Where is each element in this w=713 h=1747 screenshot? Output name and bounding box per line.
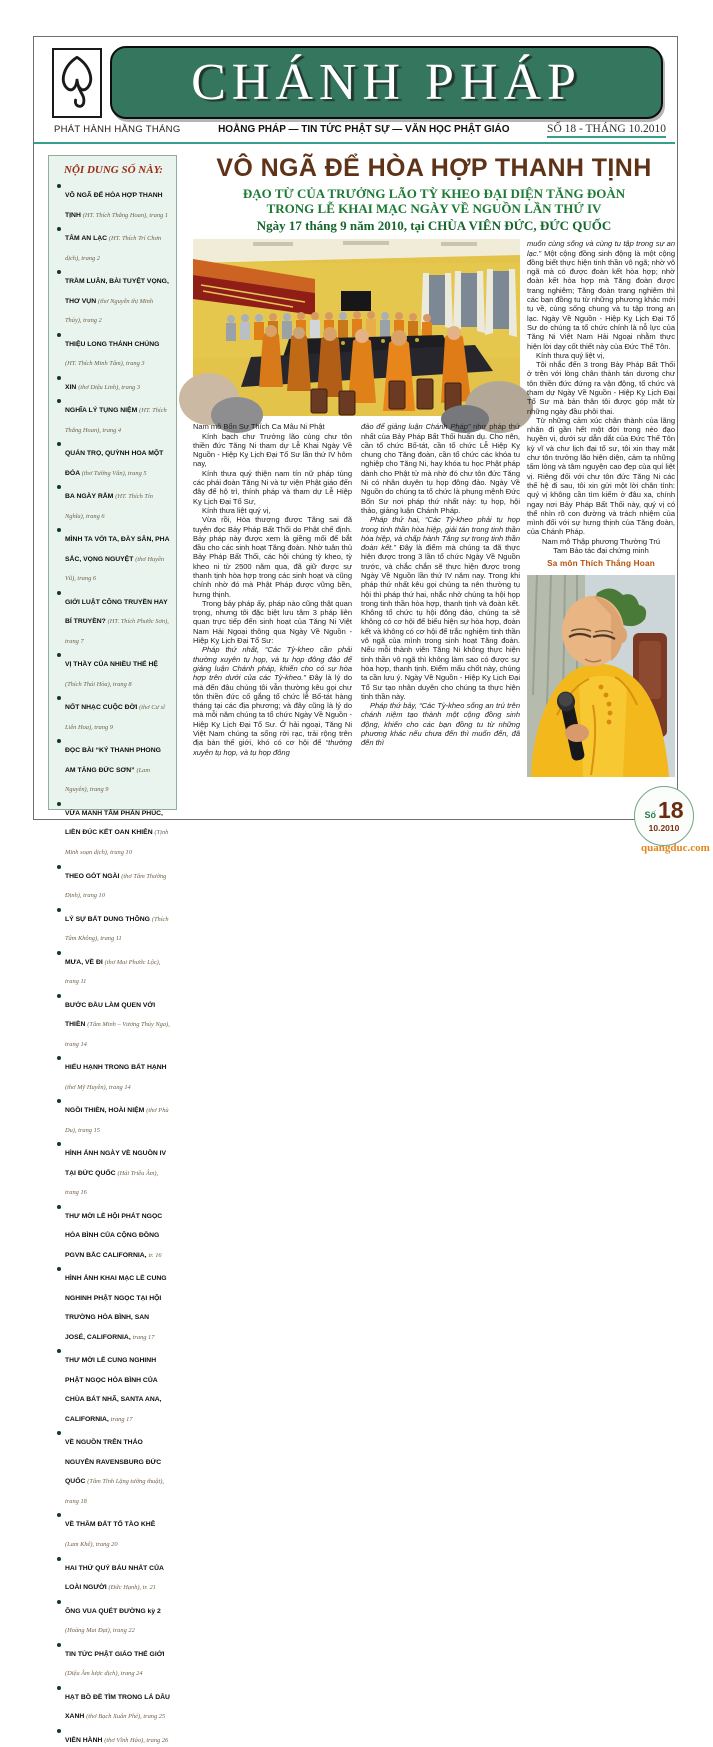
bullet-icon	[57, 1729, 61, 1733]
toc-item-title: VỀ NGUỒN TRÊN THẢO NGUYÊN RAVENSBURG ĐỨC QUỐC	[65, 1439, 162, 1486]
toc-item	[57, 226, 170, 265]
article-columns	[193, 422, 520, 757]
toc-item	[57, 950, 170, 989]
bullet-icon	[57, 1142, 61, 1146]
toc-item-detail: (thơ Huyền Vũ), trang 6	[65, 555, 165, 583]
toc-item	[57, 652, 170, 691]
article-paragraph: Kính thưa quý liệt vị,	[536, 350, 605, 360]
toc-item	[57, 1556, 170, 1595]
toc-item-detail: trang 17	[132, 1333, 155, 1341]
toc-item-detail: (thơ Nguyễn thị Minh Thủy), trang 2	[65, 297, 154, 325]
toc-item-title: THEO GÓT NGÀI	[65, 872, 122, 880]
article-paragraph: muốn cùng sống và cùng tu tập trong sự an lạc.” Một cộng đồng sinh động là một cộng đồng biết thực hiện tinh thần vô ngã; nhờ vô ngã mà có được đoàn kết hòa hợp; nhờ đoàn kết hòa hợp mà Tăng đoàn được trang nghiêm; Tăng đoàn trang nghiêm thì các bạn đồng tu từ những phương khác mới tụ về, cùng sống chung và tu tập trong an lạc. Ngày Về Nguồn - Hiệp Kỵ Lịch Đại Tổ Sư do chúng ta tổ chức chính là nỗ lực của Tăng Ni Việt Nam Hải Ngoại nhằm thực hiện lời dạy cốt thiết này của Đức Thế Tôn.	[527, 239, 675, 351]
bullet-icon	[57, 951, 61, 955]
toc-item-title: VÔ NGÃ ĐỂ HÒA HỢP THANH TỊNH	[65, 192, 163, 219]
bullet-icon	[57, 376, 61, 380]
bullet-icon	[57, 1557, 61, 1561]
toc-item	[57, 1512, 170, 1551]
bullet-icon	[57, 802, 61, 806]
article-paragraph: Từ những cảm xúc chân thành của lãng nhân đi gần hết một đời trong nẻo đạo huyền vi, dưới sự dẫn dắt của Đức Thế Tôn kỳ vĩ và chư lịch đại tổ sư, tôi xin thay mặt chư tôn trưởng lão hiện diện, cảm tạ những tấm lòng và tâm nguyện cao đẹp của quí liệt vị. Riêng đối với chư tôn đức Tăng Ni các thế hệ đi sau, tôi xin gửi một lời chân tình: quý vị không cần tìm kiếm ở đâu xa, chính ngay nơi Bảy Pháp Bất Thối này, quý vị có thể nhìn rõ con đường và trách nhiệm của mình đối với sự hưng thịnh của Tăng đoàn, của Chánh Pháp.	[527, 415, 675, 537]
toc-item-detail: (thơ Phù Du), trang 15	[65, 1107, 169, 1134]
toc-item	[57, 1430, 170, 1508]
masthead-title-plate	[110, 46, 663, 119]
issue-label: SỐ 18 - THÁNG 10.2010	[547, 123, 666, 138]
issue-badge-number: 18	[657, 797, 684, 823]
toc-item-detail: tr. 16	[148, 1251, 162, 1259]
toc-item-detail: (thơ Mai Phước Lộc), trang 11	[65, 958, 161, 986]
toc-item-title: VỊ THẦY CỦA NHIỀU THẾ HỆ	[65, 661, 158, 669]
bullet-icon	[57, 994, 61, 998]
bullet-icon	[57, 1205, 61, 1209]
bullet-icon	[57, 333, 61, 337]
bullet-icon	[57, 184, 61, 188]
toc-item-detail: (HT. Thích Tín Nghĩa), trang 6	[65, 493, 153, 520]
toc-item-title: THƯ MỜI LỄ CUNG NGHINH PHẬT NGỌC HÒA BÌNH CỦA CHÙA BÁT NHÃ, SANTA ANA, CALIFORNIA,	[65, 1357, 162, 1423]
toc-item-detail: (Tịnh Minh soạn dịch), trang 10	[65, 829, 169, 856]
toc-item-detail: (Hải Triều Âm), trang 16	[65, 1169, 159, 1197]
bullet-icon	[57, 1513, 61, 1517]
speaker-photo	[527, 575, 675, 777]
bullet-icon	[57, 739, 61, 743]
toc-title: NỘI DUNG SỐ NÀY:	[64, 164, 163, 176]
article-paragraph: Trong bảy pháp ấy, pháp nào cũng thật quan trọng, nhưng tôi đặc biệt lưu tâm 3 pháp liên quan trực tiếp đến sinh hoạt của Tăng Ni Việt Nam Hải Ngoại thông qua Ngày Về Nguồn - Hiệp Kỵ Lịch Đại Tổ Sư:	[193, 598, 352, 646]
bullet-icon	[57, 1431, 61, 1435]
toc-item-title: ÔNG VUA QUÉT ĐƯỜNG kỳ 2	[65, 1607, 161, 1615]
toc-item-detail: (HT. Thích Thắng Hoan), trang 1	[82, 211, 169, 219]
article-content	[193, 239, 675, 776]
toc-item-detail: (Đức Hạnh), tr. 21	[108, 1584, 156, 1592]
toc-item-detail: (HT. Thích Thắng Hoan), trang 4	[65, 407, 167, 434]
toc-item	[57, 1266, 170, 1344]
article-column-2	[361, 422, 520, 757]
toc-item-detail: (thơ Vĩnh Hảo), trang 26	[104, 1736, 169, 1744]
issue-badge-number-line	[644, 799, 683, 822]
bullet-icon	[57, 399, 61, 403]
bullet-icon	[57, 528, 61, 532]
toc-item	[57, 332, 170, 371]
article-title: VÔ NGÃ ĐỂ HÒA HỢP THANH TỊNH	[216, 154, 652, 182]
assembly-photo	[193, 239, 520, 416]
toc-item-detail: (Diệu Âm lược dịch), trang 24	[65, 1670, 143, 1678]
website-label: quangduc.com	[641, 842, 710, 854]
toc-item-title: HIẾU HẠNH TRONG BẤT HẠNH	[65, 1064, 167, 1072]
bullet-icon	[57, 270, 61, 274]
toc-item-title: VIỄN HÀNH	[65, 1736, 105, 1744]
article-subtitle-line2: TRONG LỄ KHAI MẠC NGÀY VỀ NGUỒN LẦN THỨ IV	[266, 201, 602, 217]
toc-item-detail: (Thích Thái Hòa), trang 8	[65, 680, 132, 688]
toc-item-detail: (thơ Mỹ Huyền), trang 14	[65, 1083, 131, 1091]
toc-item	[57, 183, 170, 222]
toc-item-title: NGỒI THIỀN, HOÀI NIỆM	[65, 1107, 147, 1115]
toc-item-detail: (thơ Tường Vân), trang 5	[81, 469, 147, 477]
toc-item-title: BƯỚC ĐẦU LÀM QUEN VỚI THIỀN	[65, 1001, 156, 1029]
article-paragraph: Kính thưa liệt quý vị,	[202, 505, 271, 515]
toc-item-title: XIN	[65, 383, 79, 391]
masthead-title: CHÁNH PHÁP	[191, 53, 582, 111]
article-paragraph: Vừa rồi, Hòa thượng được Tăng sai đã tuyên đọc Bảy Pháp Bất Thối do Phật chế định. Bảy pháp này được xem là giềng mối để bắt đầu cho các sinh hoạt Tăng đoàn. Nhờ tuân thủ Bảy Pháp Bất Thối, các hội chúng tỳ kheo, tỳ kheo ni từ 2500 năm qua, đã giữ được sự thanh tịnh hòa hợp trong các sinh hoạt và cũng chính nhờ đó mà Phật Pháp được vững bền, hưng thịnh.	[193, 515, 352, 599]
tagline: HOẰNG PHÁP — TIN TỨC PHẬT SỰ — VĂN HỌC PHẬT GIÁO	[218, 124, 510, 135]
bullet-icon	[57, 1686, 61, 1690]
bullet-icon	[57, 1099, 61, 1103]
bullet-icon	[57, 908, 61, 912]
toc-item-title: ĐỌC BÀI “KÝ THANH PHONG AM TĂNG ĐỨC SƠN”	[65, 747, 161, 774]
toc-item-title: HẠT BỒ ĐỀ TÌM TRONG LÁ DÂU XANH	[65, 1693, 170, 1721]
toc-item-title: THIỆU LONG THÁNH CHÚNG	[65, 340, 160, 348]
toc-item-detail: (Lam Khê), trang 20	[65, 1541, 118, 1548]
toc-item	[57, 527, 170, 586]
toc-item	[57, 1685, 170, 1724]
article-paragraph: Tam Bảo tác đại chứng minh	[553, 546, 649, 556]
article-paragraph: Sa môn Thích Thắng Hoan	[547, 559, 655, 569]
toc-item-detail: (thơ Bạch Xuân Phẻ), trang 25	[86, 1713, 166, 1721]
toc-item	[57, 1204, 170, 1263]
bullet-icon	[57, 591, 61, 595]
toc-item-title: THƯ MỜI LỄ HỘI PHÁT NGỌC HÒA BÌNH CỦA CỘNG ĐỒNG PGVN BẮC CALIFORNIA,	[65, 1212, 163, 1259]
toc-item	[57, 1642, 170, 1681]
article-paragraph: Nam mô Bổn Sư Thích Ca Mâu Ni Phật	[193, 422, 325, 432]
article-paragraph: Nam mô Thập phương Thường Trú	[542, 536, 660, 546]
toc-item	[57, 1728, 170, 1747]
article-paragraph: Kính bạch chư Trưởng lão cùng chư tôn thiền đức Tăng Ni tham dự Lễ Khai Ngày Về Nguồn - Hiệp Kỵ Lịch Đại Tổ Sư lần thứ IV hôm nay,	[193, 431, 352, 469]
bullet-icon	[57, 1056, 61, 1060]
toc-item-title: VỪA MANH TÂM PHẢN PHÚC, LIỀN ĐÚC KẾT OAN KHIÊN	[65, 809, 163, 837]
toc-item	[57, 801, 170, 860]
article-paragraph: Kính thưa quý thiện nam tín nữ pháp tùng các phái đoàn Tăng Ni và tự viện Phật giáo đến đây để hộ trì, thính pháp và tham dự Lễ Hiệp Kỵ Lịch Đại Tổ Sư,	[193, 468, 352, 506]
toc-item-detail: (HT. Thích Phước Sơn), trang 7	[65, 618, 169, 645]
article-subtitle-line1: ĐẠO TỪ CỦA TRƯỞNG LÃO TỲ KHEO ĐẠI DIỆN TĂNG ĐOÀN	[242, 185, 626, 201]
article-column-3-text	[527, 239, 675, 569]
toc-item-detail: (HT. Thích Trí Chơn dịch), trang 2	[65, 235, 162, 262]
toc-item-title: TRẦM LUÂN, BÀI TUYỆT VỌNG, THƠ VỤN	[65, 278, 169, 305]
toc-item	[57, 269, 170, 328]
toc-item-title: GIỚI LUẬT CÔNG TRUYỀN HAY BÍ TRUYỀN?	[65, 598, 168, 626]
toc-item	[57, 864, 170, 903]
bullet-icon	[57, 442, 61, 446]
toc-item-title: TIN TỨC PHẬT GIÁO THẾ GIỚI	[65, 1650, 165, 1658]
article	[193, 146, 675, 777]
bullet-icon	[57, 1643, 61, 1647]
toc-item	[57, 441, 170, 480]
toc-item	[57, 590, 170, 649]
toc-item	[57, 1348, 170, 1426]
toc-list	[57, 183, 170, 1747]
article-column-3	[527, 239, 675, 776]
toc-item	[57, 1055, 170, 1094]
toc-item-detail: (HT. Thích Minh Tâm), trang 3	[65, 360, 145, 368]
toc-item-title: BA NGÀY RẰM	[65, 493, 116, 501]
toc-item-title: NGHĨA LÝ TỤNG NIỆM	[65, 407, 140, 415]
toc-item	[57, 1141, 170, 1200]
bullet-icon	[57, 485, 61, 489]
toc-item-title: HÌNH ẢNH KHAI MẠC LỄ CUNG NGHINH PHẬT NGỌC TẠI HỘI TRƯỜNG HÒA BÌNH, SAN JOSÉ, CALIFORNIA,	[65, 1275, 167, 1341]
toc-item	[57, 695, 170, 734]
article-paragraph: Tôi nhắc đến 3 trong Bảy Pháp Bất Thối ở trên với lòng chân thành tán dương chư tôn thiền đức đứng ra vận động, tổ chức và tham dự Ngày Về Nguồn - Hiệp Kỵ Lịch Đại Tổ Sư mà bản thân tôi được góp mặt từ những ngày đầu phôi thai.	[527, 360, 675, 416]
toc-item-title: TÂM AN LẠC	[65, 235, 109, 243]
toc-item-detail: trang 17	[110, 1415, 133, 1423]
bullet-icon	[57, 1600, 61, 1604]
toc-item-detail: (Tâm Tĩnh Lặng tường thuật), trang 18	[65, 1478, 164, 1505]
issue-badge	[634, 786, 694, 846]
bullet-icon	[57, 865, 61, 869]
article-paragraph: Pháp thứ hai, “Các Tỳ-kheo phải tụ họp trong tinh thần hòa hiệp, giải tán trong tinh thần hòa hiệp, và chấp hành Tăng sự trong tinh thần đoàn kết.” Đây là điểm mà chúng ta đã thực hiện được trong 3 lần tổ chức Ngày Về Nguồn trước, và chắc chắn sẽ thực hiện được trong Ngày Về Nguồn lần thứ IV năm nay. Trong khi pháp thứ nhất kêu gọi chúng ta nên thường tụ hội thì pháp thứ hai, nhắc nhở chúng ta hội họp trong tinh thần hòa hợp, thanh tịnh và đoàn kết. Không tổ chức tụ hội đông đảo, chúng ta sẽ không có cơ hội để biểu hiện sự hòa hợp, đoàn kết và không có cơ hội để trắc nghiệm tinh thần vô ngã của mình trong sinh hoạt Tăng đoàn. Nếu mỗi thành viên Tăng Ni không thực hiện tinh thần vô ngã thì không làm sao có được sự hòa hợp, thanh tịnh. Điểm mấu chốt này, chúng ta cần lưu ý. Ngày Về Nguồn - Hiệp Kỵ Lịch Đại Tổ Sư tạo nhân duyên cho chúng ta thực hiện tinh thần này.	[361, 515, 521, 701]
toc-item	[57, 1098, 170, 1137]
bullet-icon	[57, 227, 61, 231]
toc-item-title: QUÁN TRỌ, QUỲNH HOA MỘT ĐÓA	[65, 450, 164, 477]
article-column-1	[193, 422, 352, 757]
toc-item-title: NỐT NHẠC CUỘC ĐỜI	[65, 704, 140, 712]
bullet-icon	[57, 696, 61, 700]
header-rule	[34, 142, 675, 144]
frequency-label: PHÁT HÀNH HẰNG THÁNG	[54, 124, 181, 135]
toc-item-title: LÝ SỰ BẤT DUNG THÔNG	[65, 915, 152, 923]
issue-badge-label: Số	[644, 810, 656, 820]
toc-item	[57, 1599, 170, 1638]
bodhi-leaf-icon	[58, 54, 96, 112]
toc-item	[57, 738, 170, 797]
article-paragraph: đảo để giảng luận Chánh Pháp” như pháp thứ nhất của Bảy Pháp Bất Thối huấn dụ. Cho nên, cần tổ chức Bố-tát, cần tổ chức Lễ Hiệp Kỵ chung cho Tăng đoàn, cần tổ chức các khóa tu nghiệp cho Tăng Ni, hay khóa tu học Phật pháp dành cho Phật tử mà nhờ đó chư tôn đức Tăng Ni có nhân duyên tụ họp đông đảo. Ngày Về Nguồn do chúng ta tổ chức là phụng mệnh Đức Bổn Sư nơi pháp thứ nhất này: tụ họp, hội thảo, giảng luận Chánh Pháp.	[361, 422, 520, 515]
toc-item-title: VỀ THĂM ĐẤT TỔ TÀO KHÊ	[65, 1521, 156, 1529]
toc-item-detail: (Lam Nguyên), trang 9	[65, 766, 150, 794]
toc-item-title: MƯA, VỀ ĐI	[65, 958, 105, 966]
article-left-group	[193, 239, 520, 776]
toc-item-detail: (Tâm Minh – Vương Thúy Nga), trang 14	[65, 1021, 170, 1048]
toc-item-title: MÌNH TA VỚI TA, ĐÀY SÂN, PHA SẮC, VỌNG NGUYỆT	[65, 536, 170, 563]
toc-sidebar	[48, 155, 177, 1744]
article-paragraph: Pháp thứ bảy, “Các Tỳ-kheo sống an trú trên chánh niệm tạo thành một cộng đồng sinh động, khiến cho các bạn đồng tu từ những phương khác nếu chưa đến thì muốn đến, đã đến thì	[361, 701, 520, 748]
article-dateline: Ngày 17 tháng 9 năm 2010, tại CHÙA VIÊN ĐỨC, ĐỨC QUỐC	[256, 217, 612, 233]
issue-badge-date: 10.2010	[648, 823, 680, 833]
toc-item-title: HAI THỨ QUÝ BÁU NHẤT CỦA LOÀI NGƯỜI	[65, 1564, 164, 1592]
bullet-icon	[57, 653, 61, 657]
toc-item-detail: (Thích Tâm Không), trang 11	[65, 915, 169, 943]
toc-item-title: HÌNH ẢNH NGÀY VỀ NGUỒN IV TẠI ĐỨC QUỐC	[65, 1150, 167, 1177]
toc-item	[57, 398, 170, 437]
article-paragraph: Pháp thứ nhất, “Các Tỳ-kheo cần phải thường xuyên tụ họp, và tụ họp đông đảo để giảng luận Chánh pháp, khiến cho có sự hòa hợp trên dưới của các Tỳ-kheo.” Đây là lý do mà đến đâu chúng tôi vẫn thường kêu gọi chư tôn thiền đức cố gắng tổ chức lễ Bố-tát hàng tháng tại các địa phương; và đây cũng là lý do mà mỗi năm chúng ta tổ chức Ngày Về Nguồn - Hiệp Kỵ Lịch Đại Tổ Sư. Ở hải ngoại, Tăng Ni Việt Nam chúng ta sống rời rạc, trải rộng trên địa bàn thế giới, khó có cơ hội để “thường xuyên tụ họp, và tụ họp đông	[193, 645, 352, 757]
toc-item-detail: (thơ Cư sĩ Liên Hoa), trang 9	[65, 704, 165, 731]
toc-item	[57, 993, 170, 1052]
toc-item-detail: (thơ Diệu Linh), trang 3	[78, 383, 141, 391]
toc-item	[57, 375, 170, 395]
bullet-icon	[57, 1267, 61, 1271]
toc-item-detail: (Hoàng Mai Đạt), trang 22	[65, 1627, 135, 1635]
toc-item	[57, 484, 170, 523]
masthead-meta-row	[36, 123, 674, 138]
toc-item-detail: (thơ Tâm Thường Định), trang 10	[65, 872, 167, 900]
bullet-icon	[57, 1349, 61, 1353]
toc-item	[57, 907, 170, 946]
logo	[52, 48, 102, 118]
